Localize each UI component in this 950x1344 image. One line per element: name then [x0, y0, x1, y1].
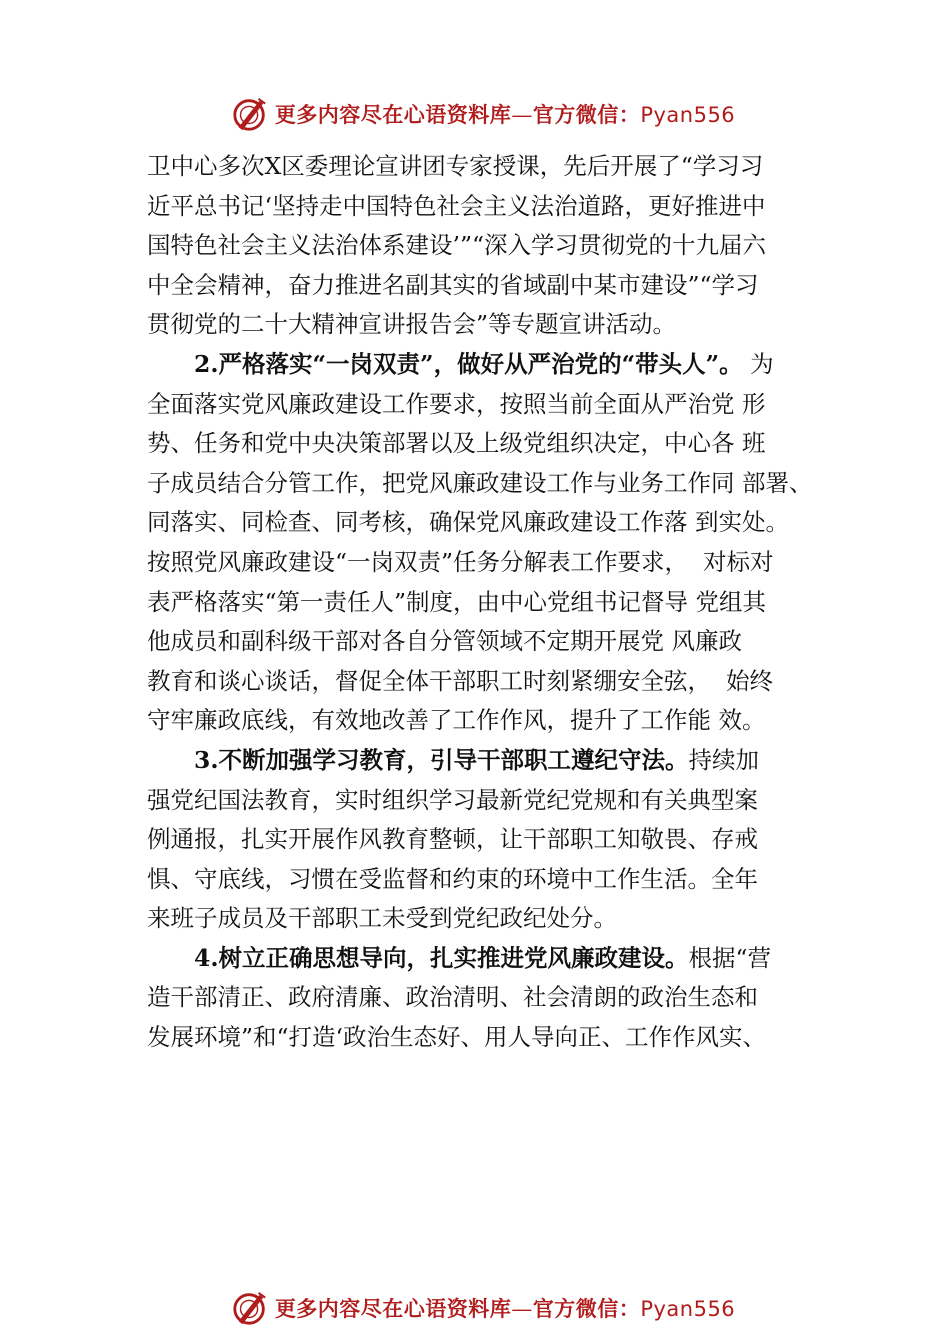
text-line: 卫中心多次X区委理论宣讲团专家授课，先后开展了“学习习 — [147, 152, 764, 180]
paragraph-heading-line: 2.严格落实“一岗双责”，做好从严治党的“带头人”。 为 — [194, 349, 774, 378]
text-line: 例通报，扎实开展作风教育整顿，让干部职工知敬畏、存戒 — [147, 825, 758, 854]
seal-logo-icon — [231, 1289, 269, 1327]
paragraph-2 — [147, 345, 837, 741]
text-line: 国特色社会主义法治体系建设’”“深入学习贯彻党的十九届六 — [147, 231, 766, 260]
text-line: 他成员和副科级干部对各自分管领域不定期开展党 风廉政 — [147, 627, 742, 656]
document-body — [147, 147, 837, 1058]
footer-banner — [0, 1286, 950, 1330]
text-line: 惧、守底线，习惯在受监督和约束的环境中工作生活。全年 — [147, 864, 758, 893]
paragraph-1 — [147, 147, 837, 345]
section-heading: 2.严格落实“一岗双责”，做好从严治党的“带头人”。 — [194, 349, 743, 378]
text-line: 来班子成员及干部职工未受到党纪政纪处分。 — [147, 904, 617, 933]
paragraph-heading-line: 4.树立正确思想导向，扎实推进党风廉政建设。根据“营 — [194, 943, 772, 972]
text-line: 子成员结合分管工作，把党风廉政建设工作与业务工作同 部署、 — [147, 468, 813, 497]
text-line: 守牢廉政底线，有效地改善了工作作风，提升了工作能 效。 — [147, 706, 766, 735]
seal-logo-icon — [231, 95, 269, 133]
text-line: 贯彻党的二十大精神宣讲报告会”等专题宣讲活动。 — [147, 310, 677, 339]
paragraph-heading-line: 3.不断加强学习教育，引导干部职工遵纪守法。持续加 — [194, 745, 760, 774]
text-line: 表严格落实“第一责任人”制度，由中心党组书记督导 党组其 — [147, 587, 766, 616]
text-line: 发展环境”和“打造‘政治生态好、用人导向正、工作作风实、 — [147, 1023, 766, 1052]
text-line: 势、任务和党中央决策部署以及上级党组织决定，中心各 班 — [147, 429, 766, 458]
text-line: 按照党风廉政建设“一岗双责”任务分解表工作要求， 对标对 — [147, 547, 774, 576]
paragraph-4 — [147, 939, 837, 1058]
text-line: 中全会精神，奋力推进名副其实的省域副中某市建设”“学习 — [147, 270, 759, 299]
banner-text: 更多内容尽在心语资料库—官方微信：Pyan556 — [274, 1296, 736, 1321]
text-line: 同落实、同检查、同考核，确保党风廉政建设工作落 到实处。 — [147, 508, 789, 537]
text-line: 造干部清正、政府清廉、政治清明、社会清朗的政治生态和 — [147, 983, 758, 1012]
text-line: 全面落实党风廉政建设工作要求，按照当前全面从严治党 形 — [147, 389, 766, 418]
paragraph-3 — [147, 741, 837, 939]
text-line: 强党纪国法教育，实时组织学习最新党纪党规和有关典型案 — [147, 785, 758, 814]
header-banner — [0, 92, 950, 136]
section-heading: 3.不断加强学习教育，引导干部职工遵纪守法。 — [194, 745, 689, 774]
text-line: 教育和谈心谈话，督促全体干部职工时刻紧绷安全弦， 始终 — [147, 666, 773, 695]
text-line: 近平总书记‘坚持走中国特色社会主义法治道路，更好推进中 — [147, 191, 766, 220]
banner-text: 更多内容尽在心语资料库—官方微信：Pyan556 — [274, 102, 736, 127]
section-heading: 4.树立正确思想导向，扎实推进党风廉政建设。 — [194, 943, 689, 972]
